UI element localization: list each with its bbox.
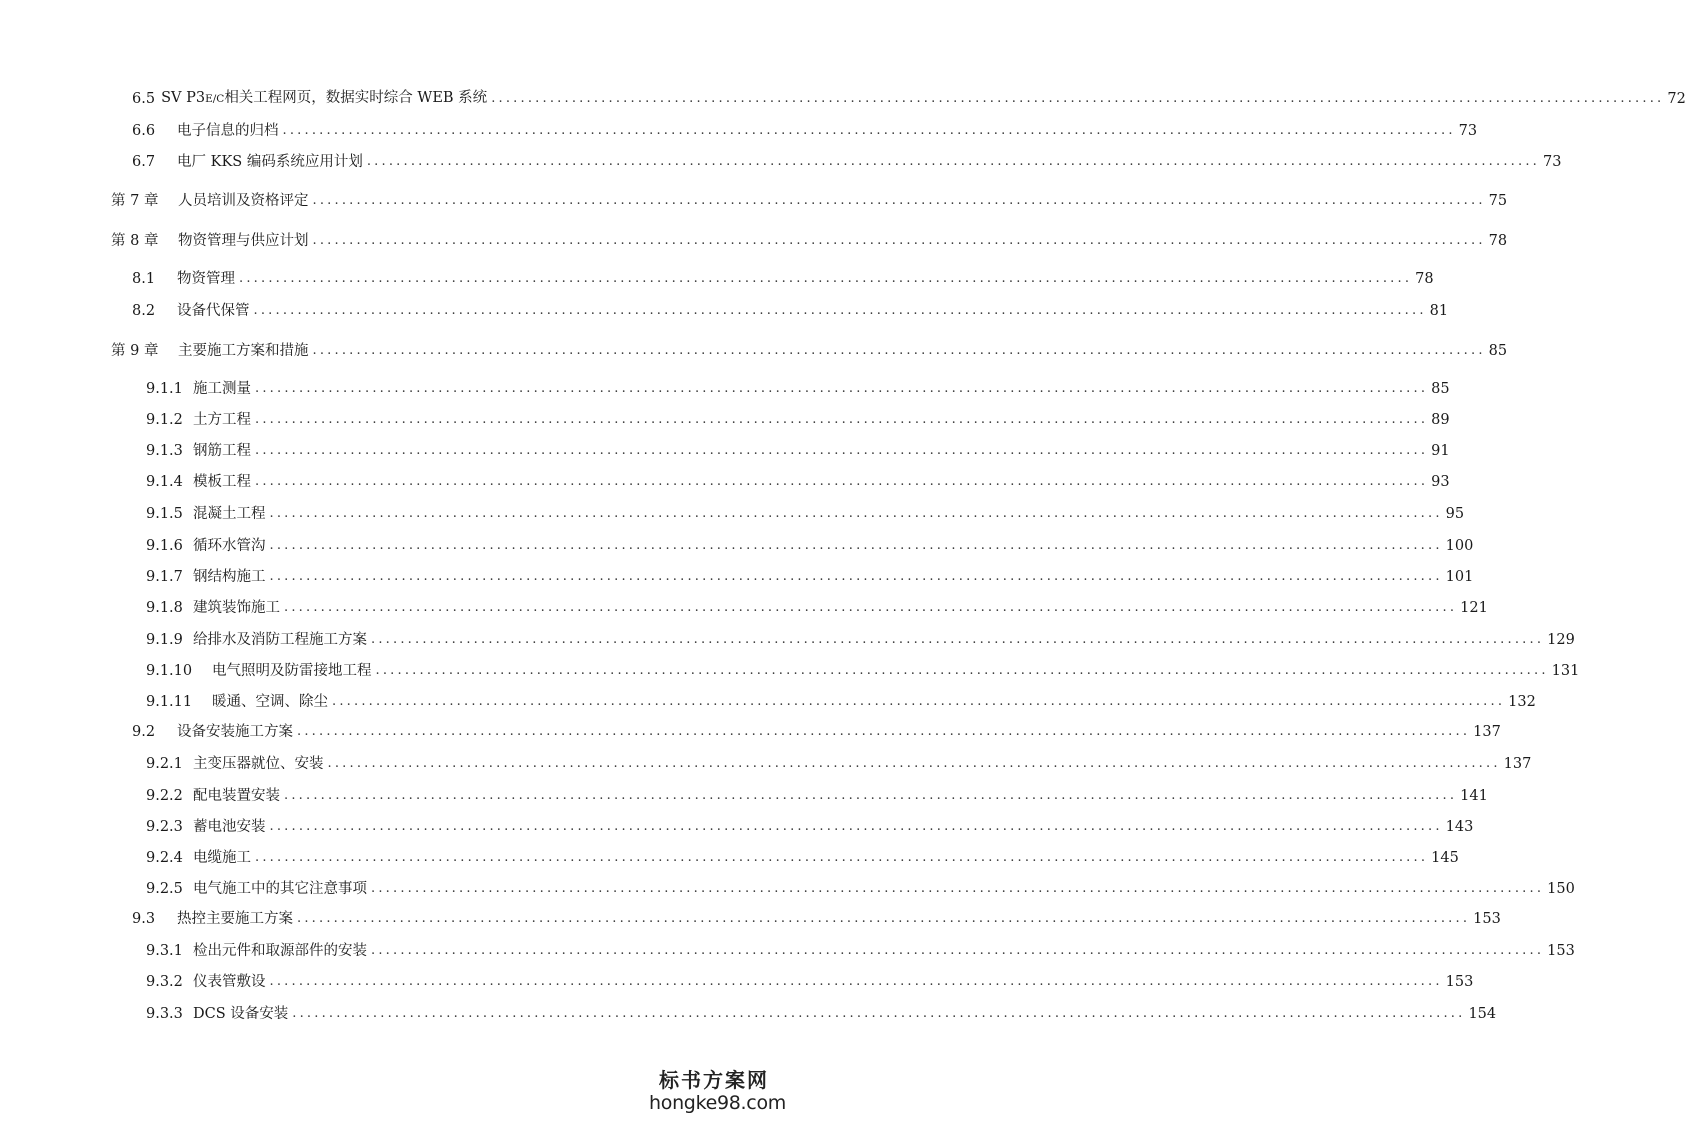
toc-number: 6.7 — [132, 154, 156, 170]
toc-number: 第 8 章 — [111, 233, 159, 249]
watermark-url: hongke98.com — [649, 1092, 786, 1114]
toc-leader: ................................................................................................................................................................ — [269, 974, 1443, 989]
toc-leader: ................................................................................................................................................................ — [269, 506, 1443, 521]
toc-title: 土方工程 — [193, 412, 251, 428]
toc-number: 9.1.1 — [146, 381, 183, 397]
toc-entry-9-1-8[interactable] — [146, 597, 1488, 619]
toc-entry-9-2-4[interactable] — [146, 847, 1459, 869]
toc-number: 9.1.8 — [146, 600, 183, 616]
toc-page-number: 143 — [1445, 819, 1474, 835]
toc-title: 暖通、空调、除尘 — [212, 694, 328, 710]
toc-page-number: 150 — [1547, 881, 1575, 897]
toc-page-number: 78 — [1488, 233, 1508, 249]
toc-page-number: 89 — [1431, 412, 1450, 428]
toc-title: 循环水管沟 — [193, 538, 266, 554]
toc-title: 仪表管敷设 — [193, 974, 266, 990]
toc-entry-9-1-5[interactable] — [146, 503, 1465, 525]
toc-entry-9-3-3[interactable] — [146, 1003, 1497, 1025]
toc-page-number: 137 — [1473, 724, 1501, 740]
toc-leader: ................................................................................................................................................................ — [284, 600, 1458, 615]
toc-entry-9-3-2[interactable] — [146, 971, 1474, 993]
toc-leader: ................................................................................................................................................................ — [297, 724, 1471, 739]
toc-entry-9-2[interactable] — [132, 721, 1501, 743]
toc-leader: ................................................................................................................................................................ — [255, 850, 1429, 865]
toc-entry-9-1-6[interactable] — [146, 535, 1474, 557]
toc-page-number: 81 — [1429, 303, 1449, 319]
toc-entry-9-1-3[interactable] — [146, 440, 1450, 462]
toc-page-number: 141 — [1460, 788, 1488, 804]
toc-page-number: 132 — [1508, 694, 1536, 710]
toc-page-number: 85 — [1488, 343, 1508, 359]
toc-number: 9.1.3 — [146, 443, 183, 459]
toc-entry-9-3-1[interactable] — [146, 940, 1575, 962]
toc-entry-9-1-9[interactable] — [146, 629, 1575, 651]
toc-leader: ................................................................................................................................................................ — [371, 632, 1545, 647]
toc-leader: ................................................................................................................................................................ — [375, 663, 1549, 678]
toc-entry-9-2-5[interactable] — [146, 878, 1575, 900]
toc-number: 9.1.9 — [146, 632, 183, 648]
toc-title: 建筑装饰施工 — [193, 600, 280, 616]
toc-title: DCS 设备安装 — [193, 1006, 289, 1022]
toc-page-number: 93 — [1431, 474, 1450, 490]
toc-title: 蓄电池安装 — [193, 819, 266, 835]
toc-leader: ................................................................................................................................................................ — [312, 233, 1486, 248]
toc-page-number: 101 — [1445, 569, 1474, 585]
toc-page-number: 91 — [1431, 443, 1450, 459]
toc-number: 9.1.10 — [146, 663, 193, 679]
toc-number: 9.2.4 — [146, 850, 183, 866]
toc-title: 物资管理 — [177, 271, 235, 287]
toc-number: 9.1.6 — [146, 538, 183, 554]
toc-leader: ................................................................................................................................................................ — [327, 756, 1501, 771]
toc-entry-9-2-2[interactable] — [146, 785, 1488, 807]
toc-number: 8.2 — [132, 303, 156, 319]
toc-page-number: 73 — [1543, 154, 1562, 170]
toc-title: 电子信息的归档 — [177, 123, 279, 139]
toc-entry-9-1-1[interactable] — [146, 378, 1450, 400]
toc-title: 主变压器就位、安装 — [193, 756, 324, 772]
toc-leader: ................................................................................................................................................................ — [255, 412, 1429, 427]
toc-page-number: 137 — [1503, 756, 1532, 772]
toc-title: 设备安装施工方案 — [177, 724, 293, 740]
toc-entry-8-1[interactable] — [132, 268, 1434, 290]
toc-entry-9-1-2[interactable] — [146, 409, 1450, 431]
toc-page-number: 78 — [1415, 271, 1434, 287]
toc-title: 混凝土工程 — [193, 506, 266, 522]
toc-leader: ................................................................................................................................................................ — [269, 569, 1443, 584]
toc-number: 9.3.3 — [146, 1006, 183, 1022]
toc-page-number: 121 — [1460, 600, 1488, 616]
toc-number: 8.1 — [132, 271, 156, 287]
toc-page-number: 72 — [1667, 91, 1686, 107]
toc-title: 配电装置安装 — [193, 788, 280, 804]
toc-page-number: 100 — [1445, 538, 1474, 554]
toc-entry-9-1-4[interactable] — [146, 471, 1450, 493]
toc-number: 9.3.1 — [146, 943, 183, 959]
toc-number: 9.2.1 — [146, 756, 183, 772]
toc-number: 第 7 章 — [111, 193, 159, 209]
toc-title: 钢筋工程 — [193, 443, 251, 459]
watermark-name: 标书方案网 — [659, 1068, 769, 1092]
toc-title: 热控主要施工方案 — [177, 911, 293, 927]
toc-page-number: 85 — [1431, 381, 1450, 397]
toc-title: 电厂 KKS 编码系统应用计划 — [177, 154, 363, 170]
toc-entry-6-5[interactable] — [132, 88, 1686, 110]
toc-leader: ................................................................................................................................................................ — [312, 343, 1486, 358]
toc-page-number: 75 — [1488, 193, 1508, 209]
toc-title: 物资管理与供应计划 — [178, 233, 309, 249]
toc-leader: ................................................................................................................................................................ — [366, 154, 1540, 169]
toc-entry-9-2-1[interactable] — [146, 753, 1532, 775]
toc-title: 主要施工方案和措施 — [178, 343, 309, 359]
toc-page-number: 73 — [1458, 123, 1478, 139]
toc-title: 施工测量 — [193, 381, 251, 397]
toc-title: SV P3E/C相关工程网页，数据实时综合 WEB 系统 — [161, 90, 488, 106]
toc-title: 电气照明及防雷接地工程 — [212, 663, 372, 679]
toc-page-number: 95 — [1445, 506, 1465, 522]
toc-entry-9-1-7[interactable] — [146, 566, 1474, 588]
toc-entry-chapter-8[interactable] — [111, 230, 1508, 252]
toc-number: 9.3.2 — [146, 974, 183, 990]
toc-title: 模板工程 — [193, 474, 251, 490]
toc-page-number: 145 — [1431, 850, 1459, 866]
toc-leader: ................................................................................................................................................................ — [284, 788, 1458, 803]
toc-leader: ................................................................................................................................................................ — [282, 123, 1456, 138]
toc-leader: ................................................................................................................................................................ — [371, 943, 1545, 958]
toc-number: 6.6 — [132, 123, 156, 139]
toc-entry-8-2[interactable] — [132, 300, 1449, 322]
toc-leader: ................................................................................................................................................................ — [371, 881, 1545, 896]
toc-title: 人员培训及资格评定 — [178, 193, 309, 209]
toc-leader: ................................................................................................................................................................ — [491, 91, 1665, 106]
toc-number: 9.1.7 — [146, 569, 183, 585]
toc-page-number: 153 — [1445, 974, 1474, 990]
toc-leader: ................................................................................................................................................................ — [292, 1006, 1466, 1021]
toc-number: 9.2.5 — [146, 881, 183, 897]
toc-number: 9.1.4 — [146, 474, 183, 490]
toc-number: 9.1.11 — [146, 694, 193, 710]
toc-leader: ................................................................................................................................................................ — [255, 474, 1429, 489]
toc-entry-9-2-3[interactable] — [146, 816, 1474, 838]
site-watermark — [649, 1068, 786, 1114]
toc-entry-6-6[interactable] — [132, 120, 1478, 142]
toc-title: 检出元件和取源部件的安装 — [193, 943, 367, 959]
toc-number: 9.1.5 — [146, 506, 183, 522]
toc-number: 9.3 — [132, 911, 156, 927]
toc-page-number: 154 — [1468, 1006, 1497, 1022]
toc-leader: ................................................................................................................................................................ — [239, 271, 1413, 286]
toc-entry-chapter-7[interactable] — [111, 190, 1508, 212]
toc-leader: ................................................................................................................................................................ — [312, 193, 1486, 208]
toc-number: 9.2 — [132, 724, 156, 740]
toc-leader: ................................................................................................................................................................ — [269, 819, 1443, 834]
toc-entry-9-1-11[interactable] — [146, 691, 1536, 713]
toc-leader: ................................................................................................................................................................ — [255, 381, 1429, 396]
toc-page-number: 153 — [1547, 943, 1575, 959]
toc-page-number: 153 — [1473, 911, 1501, 927]
toc-title: 设备代保管 — [177, 303, 250, 319]
toc-leader: ................................................................................................................................................................ — [332, 694, 1506, 709]
toc-title: 给排水及消防工程施工方案 — [193, 632, 367, 648]
toc-entry-6-7[interactable] — [132, 151, 1562, 173]
toc-page-number: 131 — [1551, 663, 1580, 679]
toc-leader: ................................................................................................................................................................ — [269, 538, 1443, 553]
toc-title: 电缆施工 — [193, 850, 251, 866]
toc-leader: ................................................................................................................................................................ — [297, 911, 1471, 926]
toc-number: 第 9 章 — [111, 343, 159, 359]
toc-entry-9-1-10[interactable] — [146, 660, 1580, 682]
toc-number: 6.5 — [132, 91, 156, 107]
toc-number: 9.2.2 — [146, 788, 183, 804]
toc-number: 9.1.2 — [146, 412, 183, 428]
toc-leader: ................................................................................................................................................................ — [253, 303, 1427, 318]
toc-number: 9.2.3 — [146, 819, 183, 835]
toc-title: 钢结构施工 — [193, 569, 266, 585]
toc-leader: ................................................................................................................................................................ — [255, 443, 1429, 458]
toc-entry-chapter-9[interactable] — [111, 340, 1508, 362]
toc-title: 电气施工中的其它注意事项 — [193, 881, 367, 897]
toc-entry-9-3[interactable] — [132, 908, 1501, 930]
toc-page-number: 129 — [1547, 632, 1575, 648]
